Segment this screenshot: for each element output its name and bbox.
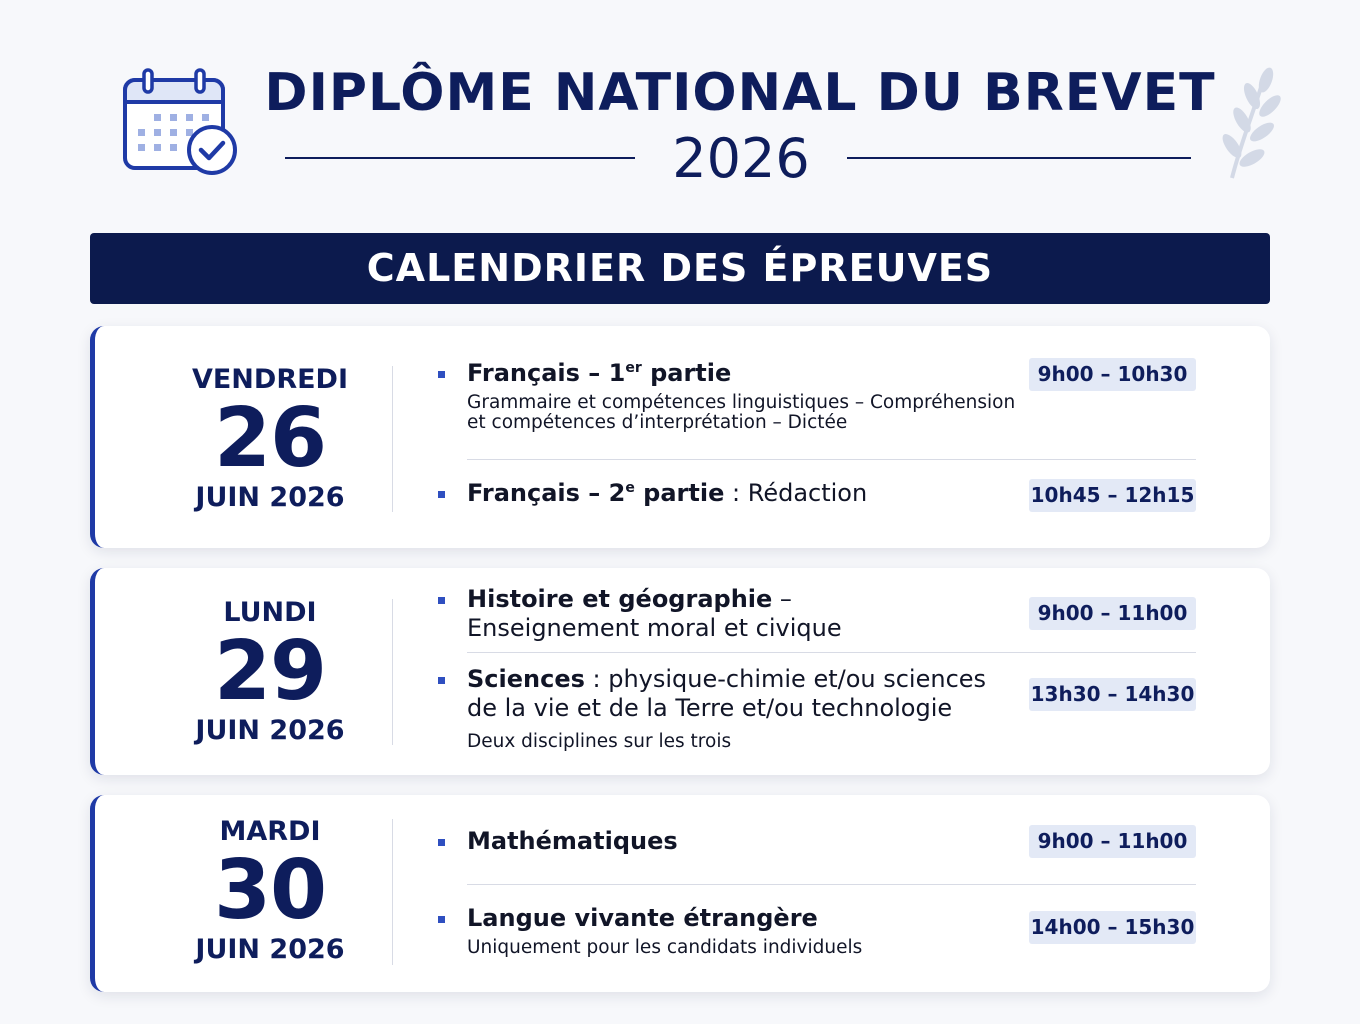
exam-description: Grammaire et compétences linguistiques – Compréhension et compétences d’interprétation – Dictée	[467, 392, 1016, 433]
year-divider-right	[847, 157, 1191, 159]
page-title: DIPLÔME NATIONAL DU BREVET	[264, 63, 1216, 123]
time-badge: 9h00 – 11h00	[1029, 825, 1196, 858]
vertical-divider	[392, 366, 393, 512]
exam-title: Français – 2e partie : Rédaction	[467, 479, 868, 507]
time-badge: 13h30 – 14h30	[1029, 678, 1196, 711]
section-banner: CALENDRIER DES ÉPREUVES	[90, 233, 1270, 304]
bullet-icon	[438, 839, 445, 846]
year-label: 2026	[672, 127, 810, 190]
laurel-branch-icon	[1212, 66, 1282, 181]
vertical-divider	[392, 819, 393, 965]
bullet-icon	[438, 916, 445, 923]
exam-title: Français – 1er partie	[467, 359, 732, 387]
bullet-icon	[438, 597, 445, 604]
exam-divider	[467, 459, 1196, 460]
exam-item	[467, 665, 1037, 753]
day-card-monday	[90, 568, 1270, 775]
month-year: JUIN 2026	[195, 934, 345, 965]
exam-item	[467, 904, 1037, 959]
day-card-friday	[90, 326, 1270, 548]
weekday: VENDREDI	[191, 364, 349, 395]
exam-description: Uniquement pour les candidats individuels	[467, 937, 863, 958]
bullet-icon	[438, 491, 445, 498]
exam-title: Langue vivante étrangère	[467, 904, 818, 932]
time-badge: 9h00 – 10h30	[1029, 358, 1196, 391]
exam-title: Histoire et géographie –	[467, 585, 792, 613]
exam-title: Mathématiques	[467, 827, 678, 855]
bullet-icon	[438, 371, 445, 378]
exam-description: Deux disciplines sur les trois	[467, 731, 732, 752]
page-header	[0, 0, 1360, 220]
time-badge: 14h00 – 15h30	[1029, 911, 1196, 944]
vertical-divider	[392, 599, 393, 745]
day-number: 30	[213, 843, 327, 938]
day-number: 26	[213, 391, 327, 486]
exam-divider	[467, 652, 1196, 653]
year-divider-left	[285, 157, 635, 159]
exam-item	[467, 479, 1037, 508]
year-row	[285, 126, 1191, 192]
time-badge: 10h45 – 12h15	[1029, 479, 1196, 512]
weekday: LUNDI	[223, 597, 317, 628]
weekday: MARDI	[219, 816, 321, 847]
bullet-icon	[438, 677, 445, 684]
exam-item	[467, 585, 1037, 643]
month-year: JUIN 2026	[195, 482, 345, 513]
exam-item	[467, 359, 1037, 434]
month-year: JUIN 2026	[195, 715, 345, 746]
exam-divider	[467, 884, 1196, 885]
exam-item	[467, 827, 1037, 856]
calendar-check-icon	[120, 66, 240, 178]
day-number: 29	[213, 624, 327, 719]
time-badge: 9h00 – 11h00	[1029, 597, 1196, 630]
exam-title-line2: de la vie et de la Terre et/ou technologie	[467, 694, 953, 722]
day-card-tuesday	[90, 795, 1270, 992]
exam-title: Sciences : physique-chimie et/ou sciences	[467, 665, 987, 693]
exam-title-line2: Enseignement moral et civique	[467, 614, 842, 642]
